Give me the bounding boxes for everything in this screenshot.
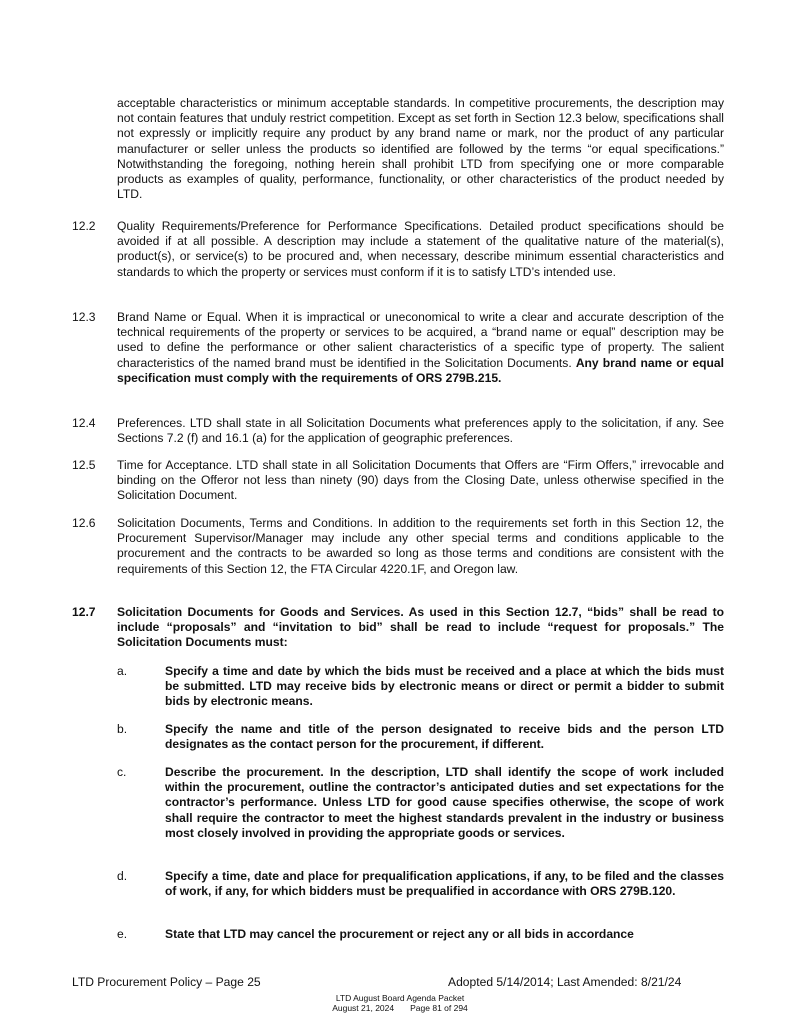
list-text: Specify the name and title of the person designated to receive bids and the person LTD designates as the contact person for the procurement, if different.: [165, 722, 724, 752]
section-number: 12.5: [72, 458, 96, 472]
list-text: Specify a time and date by which the bids must be received and a place at which the bids must be submitted. LTD may receive bids by electronic means or direct or permit a bidder to submit bids by electronic means.: [165, 664, 724, 709]
list-text: Describe the procurement. In the description, LTD shall identify the scope of work included within the procurement, outline the contractor’s anticipated duties and set expectations for the contractor’s performance. Unless LTD for good cause specifies otherwise, the scope of work shall require the contractor to meet the highest standards prevalent in the industry or business most closely involved in providing the appropriate goods or services.: [165, 765, 724, 840]
section-number: 12.4: [72, 416, 96, 430]
list-item-d: [117, 869, 724, 899]
list-text: State that LTD may cancel the procurement or reject any or all bids in accordance: [165, 927, 634, 941]
section-12-3: [72, 310, 724, 386]
section-number: 12.2: [72, 219, 96, 233]
list-letter: a.: [117, 664, 128, 678]
list-item-e: [117, 927, 724, 942]
section-bold-text: Any brand name or equal specification must comply with the requirements of ORS 279B.215.: [117, 355, 724, 385]
list-text: Specify a time, date and place for prequalification applications, if any, to be filed and the classes of work, if any, for which bidders must be prequalified in accordance with ORS 279B.120.: [165, 869, 724, 899]
list-letter: c.: [117, 765, 127, 779]
section-text: Solicitation Documents for Goods and Services. As used in this Section 12.7, “bids” shall be read to include “proposals” and “invitation to bid” shall be read to include “request for proposals.” The Solicitation Documents must:: [117, 605, 724, 650]
section-number: 12.7: [72, 605, 96, 619]
section-number: 12.3: [72, 310, 96, 324]
section-12-2: [72, 219, 724, 280]
packet-page: Page 81 of 294: [410, 1003, 468, 1013]
section-text: Brand Name or Equal. When it is impractical or uneconomical to write a clear and accurate description of the technical requirements of the property or services to be acquired, a “brand name or equal” description may be used to define the performance or other salient characteristics of a specific type of property. The salient characteristics of the named brand must be identified in the Solicitation Documents.: [117, 310, 724, 370]
intro-paragraph: acceptable characteristics or minimum acceptable standards. In competitive procurements, the description may not contain features that unduly restrict competition. Except as set forth in Section 12.3 below, specifications shall not expressly or implicitly require any product by any brand name or mark, nor the product of any particular manufacturer or seller unless the products so identified are followed by the terms “or equal specifications.” Notwithstanding the foregoing, nothing herein shall prohibit LTD from specifying one or more comparable products as examples of quality, performance, functionality, or other characteristics of the product needed by LTD.: [117, 96, 724, 202]
list-letter: e.: [117, 927, 128, 941]
section-12-7: [72, 605, 724, 651]
section-12-4: [72, 416, 724, 446]
list-letter: d.: [117, 869, 128, 883]
list-item-c: [117, 765, 724, 841]
section-number: 12.6: [72, 516, 96, 530]
list-item-b: [117, 722, 724, 752]
section-text: Preferences. LTD shall state in all Solicitation Documents what preferences apply to the solicitation, if any. See Sections 7.2 (f) and 16.1 (a) for the application of geographic preferences.: [117, 416, 724, 446]
section-text: Time for Acceptance. LTD shall state in all Solicitation Documents that Offers are “Firm Offers,” irrevocable and binding on the Offeror not less than ninety (90) days from the Closing Date, unless otherwise specified in the Solicitation Document.: [117, 458, 724, 503]
packet-date-line: [0, 1003, 800, 1013]
section-12-6: [72, 516, 724, 577]
section-body: [117, 310, 724, 386]
packet-date: August 21, 2024: [332, 1003, 395, 1013]
footer-page-label: LTD Procurement Policy – Page 25: [72, 975, 261, 989]
list-item-a: [117, 664, 724, 710]
section-12-5: [72, 458, 724, 504]
packet-title: LTD August Board Agenda Packet: [335, 993, 465, 1003]
section-text: Quality Requirements/Preference for Performance Specifications. Detailed product specifications should be avoided if at all possible. A description may include a statement of the qualitative nature of the material(s), product(s), or service(s) to be procured and, when necessary, describe minimum essential characteristics and standards to which the property or services must conform if it is to satisfy LTD’s intended use.: [117, 219, 724, 279]
list-letter: b.: [117, 722, 128, 736]
section-text: Solicitation Documents, Terms and Conditions. In addition to the requirements set forth in this Section 12, the Procurement Supervisor/Manager may include any other special terms and conditions applicable to the procurement and the contracts to be awarded so long as those terms and conditions are consistent with the requirements of this Section 12, the FTA Circular 4220.1F, and Oregon law.: [117, 516, 724, 576]
footer-adopted-date: Adopted 5/14/2014; Last Amended: 8/21/24: [448, 975, 682, 989]
